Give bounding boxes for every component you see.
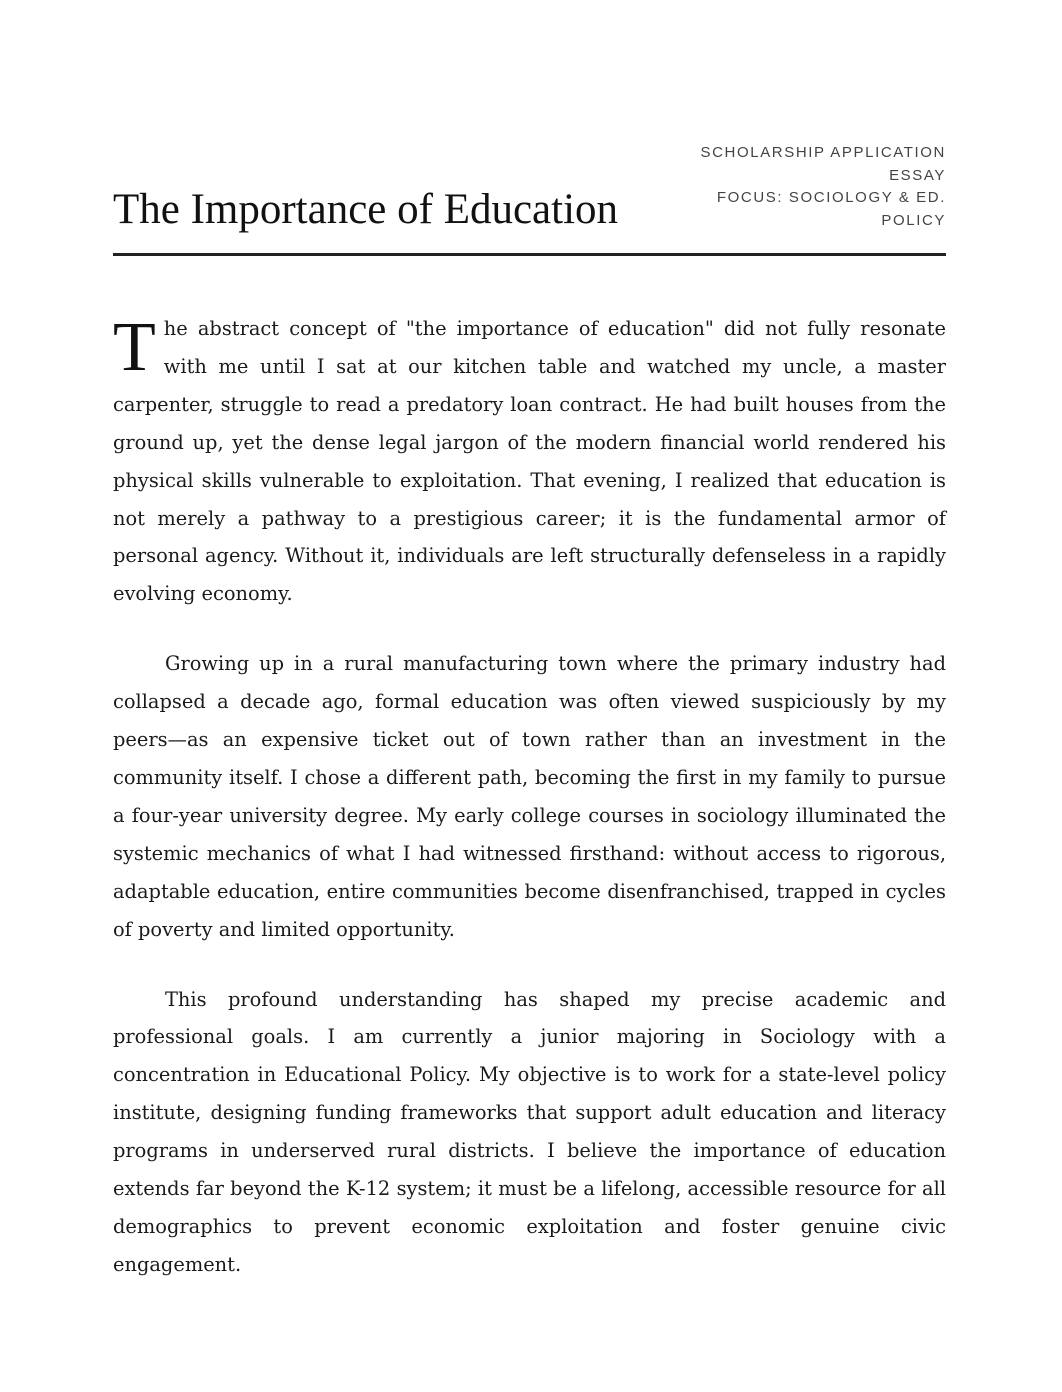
meta-line-3: FOCUS: SOCIOLOGY & ED. [716,189,946,206]
essay-paragraph-1 [113,310,946,613]
essay-body [113,310,946,1316]
paragraph-1-text: he abstract concept of "the importance of education" did not fully resonate with me until I sat at our kitchen table and watched my uncle, a master carpenter, struggle to read a predatory loan contract. He had built houses from the ground up, yet the dense legal jargon of the modern financial world rendered his physical skills vulnerable to exploitation. That evening, I realized that education is not merely a pathway to a prestigious career; it is the fundamental armor of personal agency. Without it, individuals are left structurally defenseless in a rapidly evolving economy. [113,317,946,606]
essay-header [113,0,946,256]
essay-page [113,0,946,1276]
meta-line-4: POLICY [881,211,946,229]
drop-cap: T [113,309,156,386]
essay-paragraph-3: This profound understanding has shaped my precise academic and professional goals. I am currently a junior majoring in Sociology with a concentration in Educational Policy. My objective is to work for a state-level policy institute, designing funding frameworks that support adult education and literacy programs in underserved rural districts. I believe the importance of education extends far beyond the K-12 system; it must be a lifelong, accessible resource for all demographics to prevent economic exploitation and foster genuine civic engagement. [113,987,946,1276]
essay-title: The Importance of Education [113,186,619,233]
meta-line-2: ESSAY [889,166,946,184]
essay-paragraph-2: Growing up in a rural manufacturing town where the primary industry had collapsed a decade ago, formal education was often viewed suspiciously by my peers—as an expensive ticket out of town rather than an investment in the community itself. I chose a different path, becoming the first in my family to pursue a four-year university degree. My early college courses in sociology illuminated the systemic mechanics of what I had witnessed firsthand: without access to rigorous, adaptable education, entire communities become disenfranchised, trapped in cycles of poverty and limited opportunity. [113,652,946,941]
meta-line-1: SCHOLARSHIP APPLICATION [700,144,946,161]
essay-meta [646,142,946,232]
